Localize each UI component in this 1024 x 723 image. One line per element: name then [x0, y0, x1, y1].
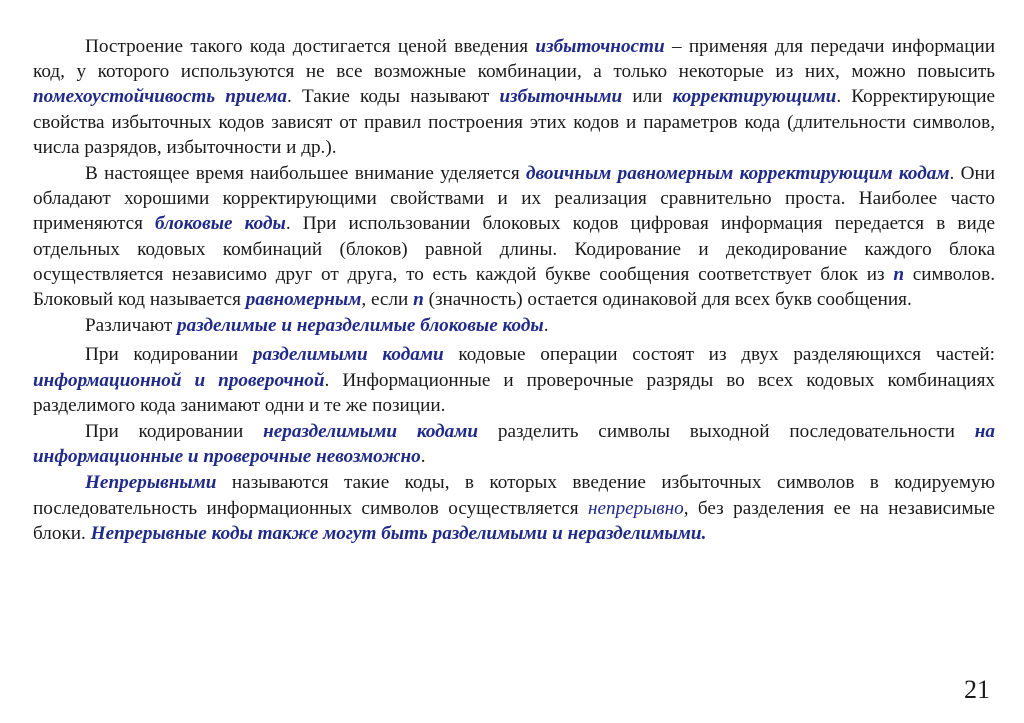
- emphasized-term: разделимые и неразделимые блоковые коды: [177, 315, 544, 337]
- text-run: символов. Блоковый код называется: [33, 263, 995, 311]
- page-number: 21: [964, 675, 990, 704]
- text-run: . Они обладают хорошими корректирующими свойствами и их реализация сравнительно проста. Наиболее часто применяются: [33, 163, 995, 235]
- paragraph-code-redundancy: [33, 34, 995, 160]
- emphasized-term: избыточными: [499, 86, 623, 108]
- text-run: . При использовании блоковых кодов цифровая информация передается в виде отдельных кодовых комбинаций (блоков) равной длины. Кодирование и декодирование каждого блока осуществляется независимо друг от друга, то есть каждой букве сообщения соответствует блок из: [33, 213, 995, 285]
- paragraph-separable-types: [33, 313, 995, 338]
- text-run: . Корректирующие свойства избыточных кодов зависят от правил построения этих кодов и параметров кода (длительности символов, числа разрядов, избыточности и др.).: [33, 86, 995, 158]
- emphasized-term: равномерным: [245, 289, 362, 311]
- emphasized-term: двоичным равномерным корректирующим кодам: [526, 163, 950, 185]
- emphasized-term: разделимыми кодами: [252, 344, 444, 366]
- text-run: .: [543, 315, 549, 337]
- paragraph-block-codes: [33, 161, 995, 312]
- text-run: . Информационные и проверочные разряды во всех кодовых комбинациях разделимого кода занимают одни и те же позиции.: [33, 369, 995, 416]
- text-run: При кодировании: [85, 344, 253, 366]
- text-run: (значность) остается одинаковой для всех букв сообщения.: [423, 289, 912, 311]
- text-run: или: [622, 86, 673, 108]
- text-run: кодовые операции состоят из двух разделяющихся частей:: [443, 344, 995, 366]
- emphasized-term: Непрерывными: [85, 472, 217, 494]
- emphasized-term: на информационные и проверочные невозможно: [33, 421, 996, 468]
- text-run: , если: [361, 289, 414, 311]
- emphasized-term: непрерывно: [587, 497, 684, 519]
- document-body: [33, 34, 995, 547]
- emphasized-term: n: [413, 289, 424, 311]
- text-run: При кодировании: [85, 421, 264, 443]
- text-run: Построение такого кода достигается ценой введения: [85, 36, 536, 57]
- text-run: называются такие коды, в которых введение избыточных символов в кодируемую последовательность информационных символов осуществляется: [33, 472, 995, 519]
- emphasized-term: блоковые коды: [155, 213, 286, 235]
- text-run: разделить символы выходной последовательности: [478, 421, 975, 443]
- text-run: , без разделения ее на независимые блоки.: [33, 497, 995, 544]
- emphasized-term: помехоустойчивость приема: [33, 86, 287, 108]
- emphasized-term: Непрерывные коды также могут быть разделимыми и неразделимыми.: [90, 522, 707, 544]
- text-run: – применяя для передачи информации код, у которого используются не все возможные комбинации, а только некоторые из них, можно повысить: [33, 36, 995, 83]
- paragraph-non-separable-codes: [33, 419, 995, 469]
- paragraph-continuous-codes: [33, 470, 995, 546]
- paragraph-separable-codes: [33, 342, 995, 418]
- emphasized-term: n: [893, 263, 905, 285]
- text-run: Различают: [85, 315, 178, 337]
- emphasized-term: корректирующими: [672, 86, 837, 108]
- text-run: .: [420, 446, 426, 468]
- emphasized-term: неразделимыми кодами: [263, 421, 479, 443]
- text-run: В настоящее время наибольшее внимание уделяется: [85, 163, 527, 185]
- emphasized-term: избыточности: [535, 36, 665, 57]
- text-run: . Такие коды называют: [287, 86, 500, 108]
- emphasized-term: информационной и проверочной: [33, 369, 325, 391]
